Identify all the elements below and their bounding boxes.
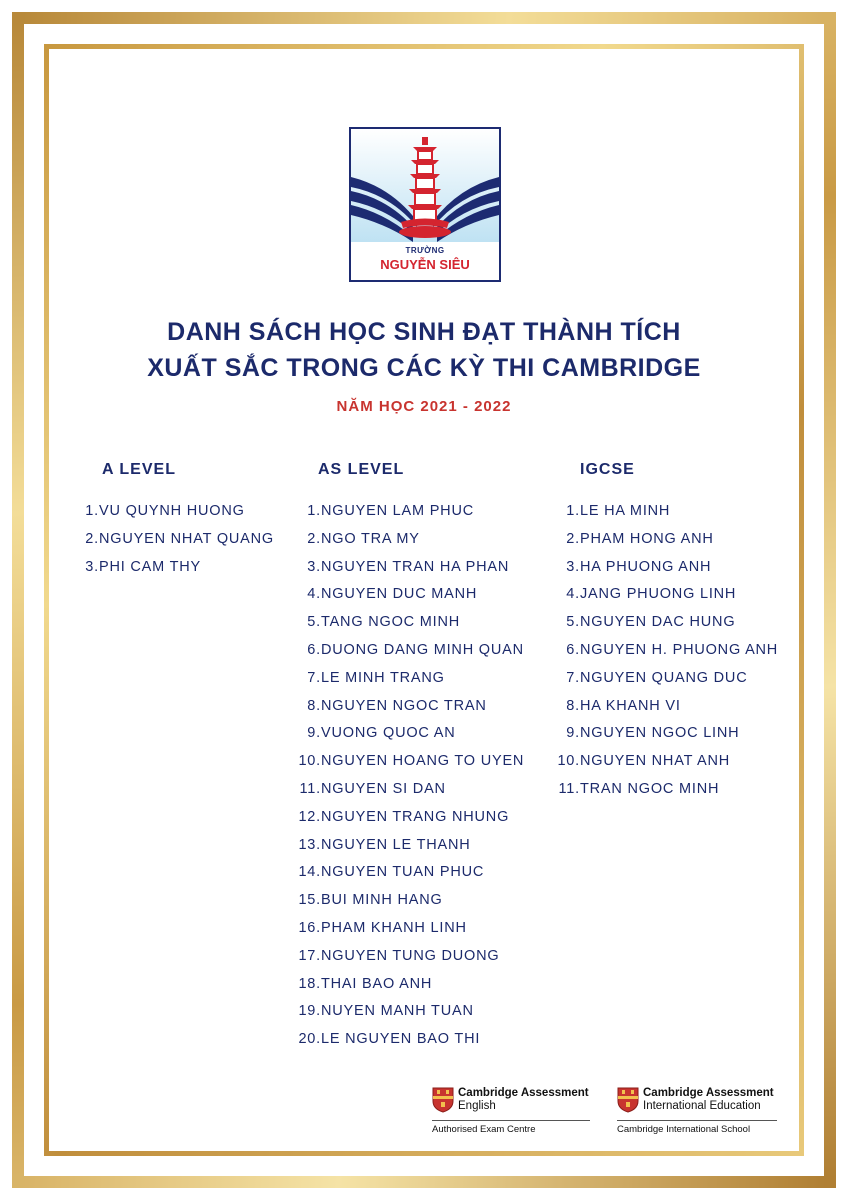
item-number: 2.: [85, 530, 99, 547]
list-item: [85, 500, 274, 528]
student-name: LE NGUYEN BAO THI: [321, 1031, 481, 1048]
cambridge-crest-icon: [432, 1087, 454, 1113]
student-name: LE MINH TRANG: [321, 669, 445, 686]
student-name: VUONG QUOC AN: [321, 725, 456, 742]
student-name: NGUYEN TRAN HA PHAN: [321, 558, 510, 575]
list-item: [566, 528, 778, 556]
list-item: [307, 611, 524, 639]
student-name: NGUYEN TUAN PHUC: [321, 864, 485, 881]
list-item: [307, 722, 524, 750]
student-name: HA PHUONG ANH: [580, 558, 712, 575]
item-number: 1.: [566, 503, 580, 519]
page-title-line-1: DANH SÁCH HỌC SINH ĐẠT THÀNH TÍCH: [167, 318, 681, 346]
list-item: [298, 917, 524, 945]
student-name: NGUYEN H. PHUONG ANH: [580, 641, 779, 658]
student-name: NGUYEN QUANG DUC: [580, 669, 748, 686]
list-item: [557, 750, 778, 778]
item-number: 4.: [307, 586, 321, 603]
item-number: 11.: [299, 780, 321, 797]
student-name: NGUYEN SI DAN: [321, 780, 446, 797]
item-number: 2.: [307, 530, 321, 547]
cambridge-english-name: Cambridge Assessment: [458, 1087, 589, 1099]
list-item: [299, 778, 524, 806]
item-number: 20.: [298, 1031, 321, 1048]
a-level-list: [85, 500, 274, 583]
student-name: DUONG DANG MINH QUAN: [321, 641, 524, 658]
divider: [432, 1120, 590, 1121]
student-name: HA KHANH VI: [580, 697, 681, 714]
list-item: [307, 528, 524, 556]
as-level-list: [298, 500, 525, 1056]
list-item: [566, 611, 778, 639]
item-number: 18.: [298, 975, 321, 992]
student-name: NGUYEN NGOC LINH: [580, 725, 740, 742]
student-name: NUYEN MANH TUAN: [321, 1003, 474, 1020]
list-item: [307, 583, 524, 611]
item-number: 8.: [307, 697, 321, 714]
item-number: 5.: [566, 614, 580, 631]
cambridge-english-sub: English: [458, 1100, 496, 1112]
list-item: [298, 861, 524, 889]
school-logo: [349, 127, 501, 282]
student-name: NGUYEN LE THANH: [321, 836, 471, 853]
list-item: [307, 695, 524, 723]
student-name: NGUYEN DUC MANH: [321, 586, 478, 603]
list-item: [307, 556, 524, 584]
item-number: 6.: [566, 641, 580, 658]
student-name: BUI MINH HANG: [321, 892, 443, 909]
item-number: 8.: [566, 697, 580, 714]
list-item: [566, 639, 779, 667]
item-number: 16.: [298, 919, 321, 936]
cambridge-international-sub: International Education: [643, 1100, 761, 1112]
divider: [617, 1120, 777, 1121]
item-number: 7.: [307, 669, 321, 686]
item-number: 10.: [298, 753, 321, 770]
student-name: NGUYEN HOANG TO UYEN: [321, 753, 525, 770]
item-number: 13.: [298, 836, 321, 853]
list-item: [298, 973, 524, 1001]
student-name: NGUYEN LAM PHUC: [321, 503, 474, 519]
school-year-subtitle: NĂM HỌC 2021 - 2022: [336, 398, 512, 415]
item-number: 11.: [558, 780, 580, 797]
item-number: 1.: [307, 503, 321, 519]
as-level-heading: AS LEVEL: [318, 461, 405, 478]
item-number: 5.: [307, 614, 321, 631]
student-name: NGUYEN TRANG NHUNG: [321, 808, 510, 825]
page-title-line-2: XUẤT SẮC TRONG CÁC KỲ THI CAMBRIDGE: [147, 354, 701, 382]
list-item: [85, 556, 274, 584]
list-item: [298, 834, 524, 862]
student-name: PHI CAM THY: [99, 558, 201, 575]
logo-caption-school-name: NGUYỄN SIÊU: [380, 257, 470, 272]
igcse-heading: IGCSE: [580, 461, 635, 478]
item-number: 4.: [566, 586, 580, 603]
student-name: PHAM KHANH LINH: [321, 919, 467, 936]
cambridge-crest-icon: [617, 1087, 639, 1113]
item-number: 19.: [298, 1003, 321, 1020]
cambridge-english-tag: Authorised Exam Centre: [432, 1124, 536, 1135]
student-name: NGUYEN NHAT QUANG: [99, 530, 274, 547]
list-item: [566, 500, 778, 528]
cambridge-international-tag: Cambridge International School: [617, 1124, 751, 1135]
list-item: [566, 722, 778, 750]
student-name: LE HA MINH: [580, 503, 671, 519]
list-item: [298, 750, 525, 778]
student-name: THAI BAO ANH: [321, 975, 433, 992]
student-name: TANG NGOC MINH: [321, 614, 461, 631]
student-name: NGUYEN DAC HUNG: [580, 614, 736, 631]
list-item: [85, 528, 274, 556]
student-name: PHAM HONG ANH: [580, 530, 714, 547]
list-item: [298, 945, 524, 973]
student-name: NGUYEN NHAT ANH: [580, 753, 731, 770]
item-number: 9.: [307, 725, 321, 742]
student-name: NGO TRA MY: [321, 530, 420, 547]
item-number: 17.: [298, 947, 321, 964]
item-number: 14.: [298, 864, 321, 881]
list-item: [566, 695, 778, 723]
a-level-heading: A LEVEL: [102, 461, 176, 478]
item-number: 1.: [85, 503, 99, 519]
list-item: [298, 889, 524, 917]
list-item: [558, 778, 778, 806]
item-number: 6.: [307, 641, 321, 658]
list-item: [307, 667, 524, 695]
logo-caption-small: TRƯỜNG: [405, 246, 445, 255]
student-name: NGUYEN TUNG DUONG: [321, 947, 500, 964]
item-number: 15.: [298, 892, 321, 909]
item-number: 7.: [566, 669, 580, 686]
item-number: 3.: [566, 558, 580, 575]
list-item: [307, 639, 524, 667]
list-item: [566, 583, 778, 611]
item-number: 12.: [298, 808, 321, 825]
item-number: 10.: [557, 753, 580, 770]
student-name: NGUYEN NGOC TRAN: [321, 697, 487, 714]
list-item: [307, 500, 524, 528]
item-number: 3.: [307, 558, 321, 575]
item-number: 9.: [566, 725, 580, 742]
student-name: JANG PHUONG LINH: [580, 586, 737, 603]
list-item: [566, 667, 778, 695]
list-item: [566, 556, 778, 584]
igcse-list: [557, 500, 779, 806]
cambridge-international-name: Cambridge Assessment: [643, 1087, 774, 1099]
list-item: [298, 1028, 524, 1056]
list-item: [298, 806, 524, 834]
student-name: VU QUYNH HUONG: [99, 503, 245, 519]
item-number: 3.: [85, 558, 99, 575]
list-item: [298, 1000, 524, 1028]
student-name: TRAN NGOC MINH: [580, 780, 720, 797]
item-number: 2.: [566, 530, 580, 547]
